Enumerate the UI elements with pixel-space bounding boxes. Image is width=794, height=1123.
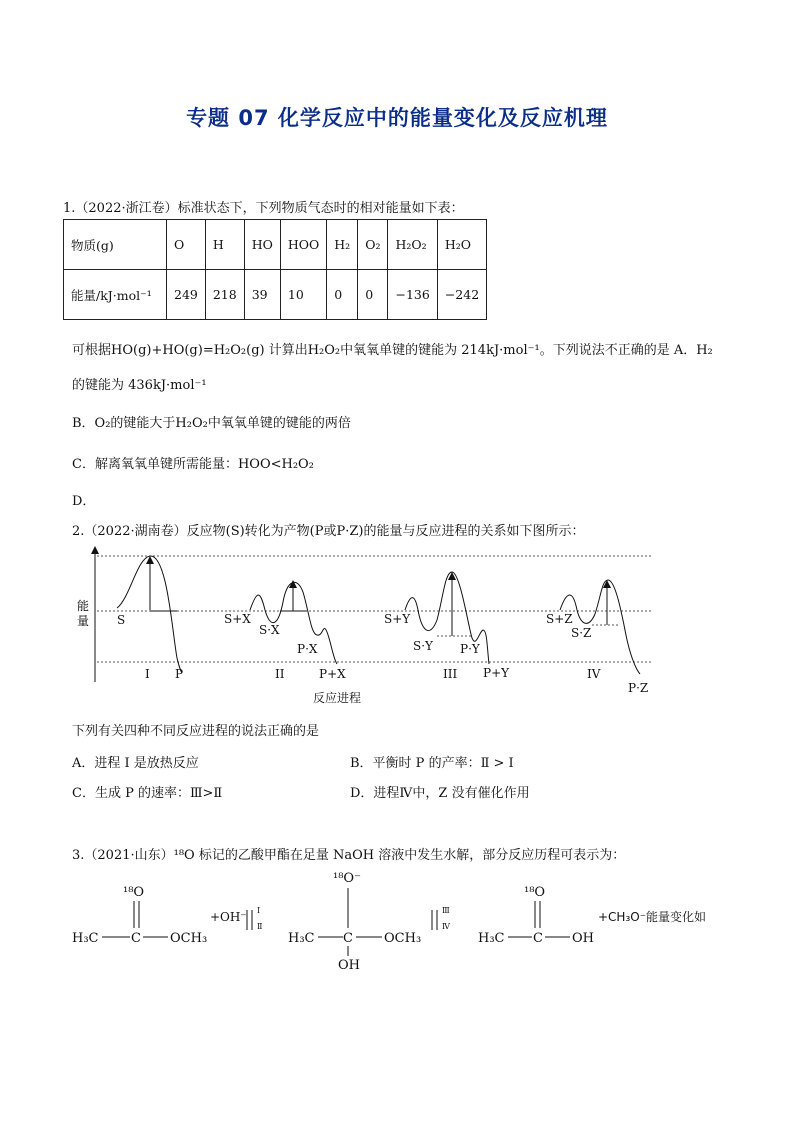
table-cell: 0 (358, 270, 388, 320)
table-cell: 218 (205, 270, 244, 320)
label-P-dot-Y: P·Y (460, 642, 480, 656)
table-cell: 39 (244, 270, 280, 320)
m2-bottom-group: OH (338, 958, 360, 973)
page-title: 专题 07 化学反应中的能量变化及反应机理 (186, 106, 608, 130)
table-cell: 0 (327, 270, 358, 320)
table-header-cell: O (167, 220, 206, 270)
m2-carbon: C (343, 931, 353, 946)
table-header-cell: HOO (280, 220, 326, 270)
table-row (64, 270, 487, 320)
m1-carbon: C (131, 931, 141, 946)
q3-tail-text: +CH₃O⁻能量变化如 (598, 910, 707, 924)
table-header-cell: H (205, 220, 244, 270)
x-axis-label: 反应进程 (313, 691, 362, 705)
q3-stem: 3.（2021·山东）¹⁸O 标记的乙酸甲酯在足量 NaOH 溶液中发生水解，部分反应历程可表示为： (72, 848, 626, 863)
table-header-cell: H₂ (327, 220, 358, 270)
label-IV: IV (587, 667, 601, 681)
q1-line1: 可根据HO(g)+HO(g)=H₂O₂(g) 计算出H₂O₂中氧氧单键的键能为 214kJ·mol⁻¹。下列说法不正确的是 A．H₂ (72, 343, 713, 358)
eq1-step-bottom: Ⅱ (257, 922, 263, 931)
m3-carbon: C (533, 931, 543, 946)
y-axis-label (77, 598, 93, 628)
q2-option-b: B．平衡时 P 的产率：Ⅱ > Ⅰ (350, 756, 514, 771)
q1-line2: 的键能为 436kJ·mol⁻¹ (72, 378, 207, 393)
q1-option-b: B．O₂的键能大于H₂O₂中氧氧单键的键能的两倍 (72, 416, 351, 431)
eq2-step-bottom: Ⅳ (442, 922, 450, 931)
mechanism-scheme (60, 866, 740, 976)
label-S-plus-Y: S+Y (384, 612, 411, 626)
table-header-cell: O₂ (358, 220, 388, 270)
plus-hydroxide: +OH⁻ (210, 910, 247, 924)
label-S-dot-X: S·X (259, 623, 280, 637)
energy-table (63, 219, 487, 320)
q2-stem: 2.（2022·湖南卷）反应物(S)转化为产物(P或P·Z)的能量与反应进程的关系如下图所示： (72, 524, 585, 539)
label-P-plus-X: P+X (319, 667, 346, 681)
table-cell: −136 (388, 270, 437, 320)
m3-left-group: H₃C (478, 931, 505, 946)
eq1-step-top: Ⅰ (257, 906, 261, 915)
y-axis-label-2: 量 (77, 614, 90, 628)
q2-question: 下列有关四种不同反应进程的说法正确的是 (72, 724, 320, 739)
m1-left-group: H₃C (72, 931, 99, 946)
label-P1: P (175, 667, 184, 681)
label-P-plus-Y: P+Y (483, 666, 510, 680)
label-P-dot-Z: P·Z (628, 681, 649, 695)
table-header-cell: H₂O (437, 220, 486, 270)
m2-right-group: OCH₃ (384, 931, 422, 946)
table-header-cell: H₂O₂ (388, 220, 437, 270)
q1-option-d: D． (72, 494, 96, 509)
eq2-step-top: Ⅲ (442, 906, 450, 915)
m1-right-group: OCH₃ (170, 931, 208, 946)
table-cell: 10 (280, 270, 326, 320)
label-S-plus-Z: S+Z (546, 612, 573, 626)
y-axis-label-1: 能 (77, 599, 90, 613)
table-cell: −242 (437, 270, 486, 320)
table-header-cell: 物质(g) (64, 220, 167, 270)
m1-oxygen: ¹⁸O (123, 885, 145, 900)
energy-profile-diagram (75, 540, 675, 710)
q2-option-a: A．进程 I 是放热反应 (72, 756, 199, 771)
q2-option-d: D．进程Ⅳ中，Z 没有催化作用 (350, 786, 530, 801)
m3-right-group: OH (572, 931, 594, 946)
q1-option-c: C．解离氧氧单键所需能量：HOO<H₂O₂ (72, 457, 314, 472)
label-S: S (117, 613, 126, 627)
label-S-plus-X: S+X (224, 612, 251, 626)
table-row (64, 220, 487, 270)
m2-left-group: H₃C (288, 931, 315, 946)
label-S-dot-Y: S·Y (413, 639, 433, 653)
label-I: I (145, 667, 150, 681)
table-header-cell: HO (244, 220, 280, 270)
q2-option-c: C．生成 P 的速率：Ⅲ>Ⅱ (72, 786, 223, 801)
table-row-label: 能量/kJ·mol⁻¹ (64, 270, 167, 320)
label-P-dot-X: P·X (297, 642, 318, 656)
m3-oxygen: ¹⁸O (524, 885, 546, 900)
label-S-dot-Z: S·Z (571, 626, 592, 640)
table-cell: 249 (167, 270, 206, 320)
label-III: III (443, 667, 458, 681)
m2-top: ¹⁸O⁻ (333, 871, 361, 886)
q1-stem: 1.（2022·浙江卷）标准状态下，下列物质气态时的相对能量如下表： (63, 201, 464, 216)
label-II: II (275, 667, 285, 681)
